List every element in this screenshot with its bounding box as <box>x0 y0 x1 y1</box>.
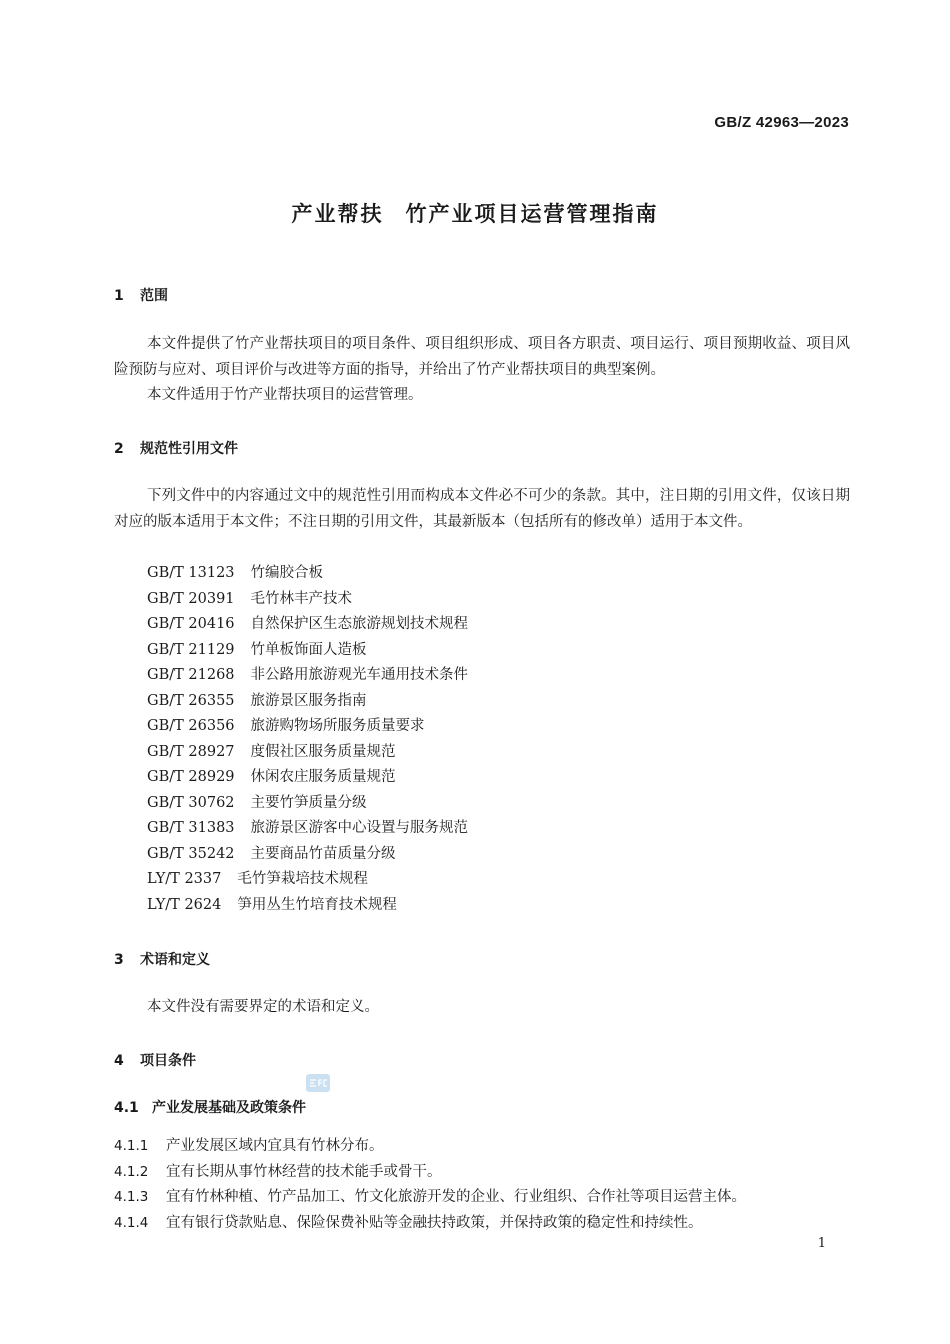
reference-code: GB/T 13123 <box>147 565 235 581</box>
reference-title: 旅游景区游客中心设置与服务规范 <box>250 820 469 836</box>
section-heading-normative <box>114 438 238 458</box>
clause-text: 宜有银行贷款贴息、保险保费补贴等金融扶持政策，并保持政策的稳定性和持续性。 <box>166 1215 703 1231</box>
page-number: 1 <box>817 1236 826 1251</box>
clause-number: 4.1.4 <box>114 1215 149 1231</box>
clause-text: 宜有长期从事竹林经营的技术能手或骨干。 <box>166 1164 442 1180</box>
reference-item <box>147 842 468 868</box>
title-part-1: 产业帮扶 <box>291 202 384 226</box>
reference-item <box>147 740 468 766</box>
reference-title: 度假社区服务质量规范 <box>250 743 396 760</box>
section-title: 术语和定义 <box>140 952 210 968</box>
reference-item <box>147 663 468 689</box>
reference-title: 竹编胶合板 <box>250 565 324 581</box>
scope-paragraph-2: 本文件适用于竹产业帮扶项目的运营管理。 <box>147 387 423 403</box>
reference-code: GB/T 31383 <box>147 820 235 836</box>
clause-item <box>114 1160 442 1181</box>
reference-code: GB/T 21129 <box>147 641 235 658</box>
section-title: 项目条件 <box>140 1053 196 1069</box>
terms-paragraph: 本文件没有需要界定的术语和定义。 <box>147 999 379 1015</box>
reference-title: 主要商品竹苗质量分级 <box>250 845 396 862</box>
clause-number: 4.1.3 <box>114 1189 149 1205</box>
clause-item <box>114 1185 746 1206</box>
reference-item <box>147 893 468 919</box>
section-number: 2 <box>114 441 124 457</box>
reference-item <box>147 714 468 740</box>
standard-code: GB/Z 42963—2023 <box>714 114 849 131</box>
reference-code: GB/T 26356 <box>147 718 235 734</box>
reference-title: 毛竹笋栽培技术规程 <box>237 871 368 887</box>
subsection-number: 4.1 <box>114 1100 139 1116</box>
clause-text: 产业发展区域内宜具有竹林分布。 <box>166 1138 384 1154</box>
section-title: 规范性引用文件 <box>140 441 238 457</box>
reference-title: 非公路用旅游观光车通用技术条件 <box>250 667 469 683</box>
clause-item <box>114 1134 384 1155</box>
reference-item <box>147 867 468 893</box>
clause-number: 4.1.2 <box>114 1164 149 1180</box>
reference-code: GB/T 26355 <box>147 692 235 709</box>
reference-item <box>147 561 468 587</box>
clause-number: 4.1.1 <box>114 1138 149 1154</box>
reference-title: 主要竹笋质量分级 <box>250 794 367 811</box>
reference-list <box>147 561 468 918</box>
reference-item <box>147 816 468 842</box>
clause-item <box>114 1211 703 1232</box>
clause-text: 宜有竹林种植、竹产品加工、竹文化旅游开发的企业、行业组织、合作社等项目运营主体。 <box>166 1189 746 1205</box>
normative-intro: 下列文件中的内容通过文中的规范性引用而构成本文件必不可少的条款。其中，注日期的引用文件，仅该日期对应的版本适用于本文件；不注日期的引用文件，其最新版本（包括所有的修改单）适用于本文件。 <box>114 488 850 530</box>
scope-paragraph-1: 本文件提供了竹产业帮扶项目的项目条件、项目组织形成、项目各方职责、项目运行、项目预期收益、项目风险预防与应对、项目评价与改进等方面的指导，并给出了竹产业帮扶项目的典型案例。 <box>114 336 850 378</box>
reference-code: GB/T 20391 <box>147 590 235 607</box>
reference-code: GB/T 30762 <box>147 794 235 811</box>
reference-item <box>147 587 468 613</box>
section-number: 3 <box>114 952 124 968</box>
reference-title: 旅游景区服务指南 <box>250 692 367 709</box>
reference-code: GB/T 35242 <box>147 845 235 862</box>
reference-item <box>147 765 468 791</box>
reference-code: GB/T 21268 <box>147 667 235 683</box>
reference-item <box>147 689 468 715</box>
reference-title: 竹单板饰面人造板 <box>250 641 367 658</box>
watermark-logo <box>305 1072 331 1094</box>
subsection-heading-basis <box>114 1097 306 1117</box>
reference-title: 毛竹林丰产技术 <box>250 590 353 607</box>
reference-code: GB/T 28929 <box>147 769 235 785</box>
reference-code: GB/T 28927 <box>147 743 235 760</box>
document-title <box>0 198 950 228</box>
reference-code: LY/T 2337 <box>147 871 222 887</box>
section-title: 范围 <box>140 288 168 304</box>
section-heading-conditions <box>114 1050 196 1070</box>
section-heading-scope <box>114 285 168 305</box>
reference-title: 休闲农庄服务质量规范 <box>250 769 396 785</box>
section-number: 1 <box>114 288 124 304</box>
reference-item <box>147 638 468 664</box>
reference-title: 旅游购物场所服务质量要求 <box>250 718 425 734</box>
title-part-2: 竹产业项目运营管理指南 <box>405 202 659 226</box>
reference-title: 自然保护区生态旅游规划技术规程 <box>250 616 469 632</box>
reference-item <box>147 791 468 817</box>
reference-item <box>147 612 468 638</box>
section-number: 4 <box>114 1053 124 1069</box>
reference-code: GB/T 20416 <box>147 616 235 632</box>
reference-title: 笋用丛生竹培育技术规程 <box>237 896 397 913</box>
section-heading-terms <box>114 949 210 969</box>
subsection-title: 产业发展基础及政策条件 <box>152 1100 306 1116</box>
reference-code: LY/T 2624 <box>147 896 222 913</box>
